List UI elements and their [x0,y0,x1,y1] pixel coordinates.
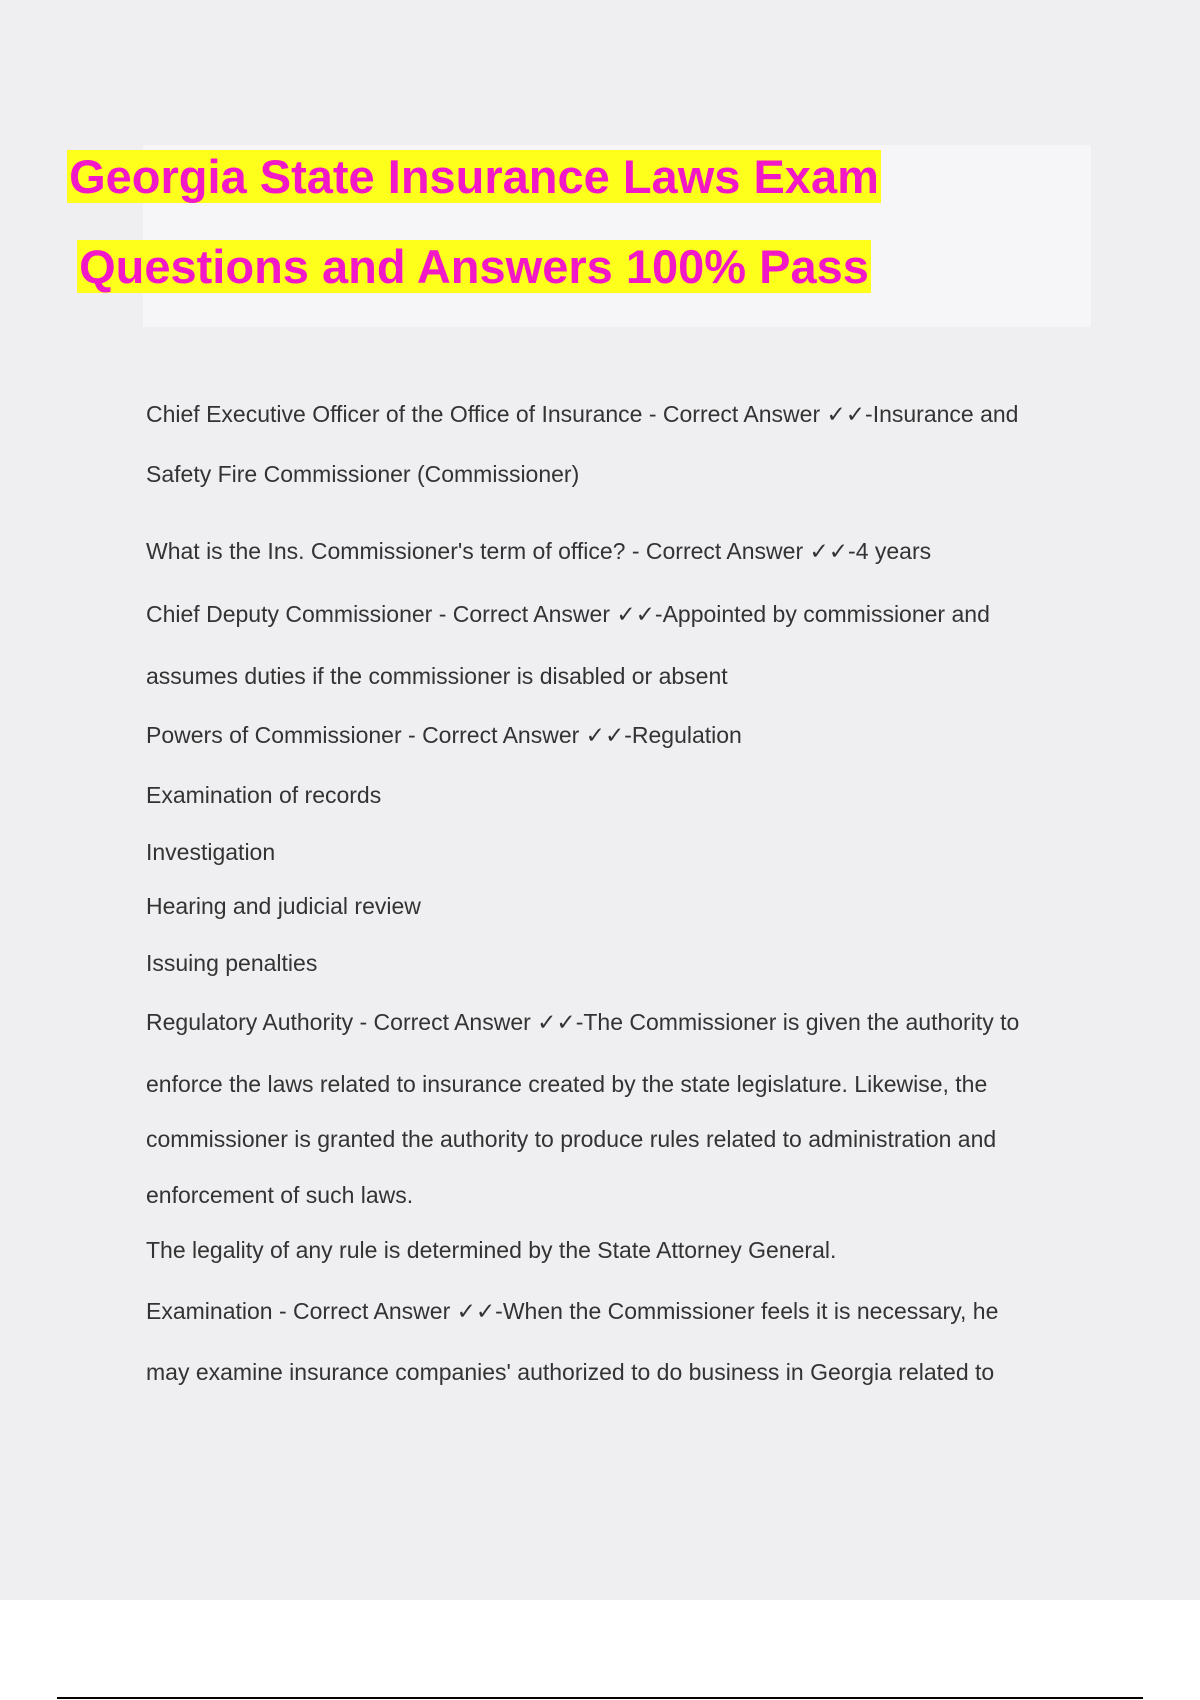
title-line-2 [0,237,948,297]
title-line-2-text: Questions and Answers 100% Pass [79,240,869,293]
text-line-5: assumes duties if the commissioner is disabled or absent [146,663,728,689]
text-line-3: What is the Ins. Commissioner's term of office? - Correct Answer ✓✓-4 years [146,538,932,564]
text-line-10: Issuing penalties [146,950,318,976]
text-line-15: The legality of any rule is determined by the State Attorney General. [146,1237,837,1263]
text-line-7: Examination of records [146,782,382,808]
title-line-1 [0,147,948,207]
text-line-4: Chief Deputy Commissioner - Correct Answer ✓✓-Appointed by commissioner and [146,601,990,627]
text-line-17: may examine insurance companies' authorized to do business in Georgia related to [146,1359,995,1385]
text-line-6: Powers of Commissioner - Correct Answer ✓✓-Regulation [146,722,742,748]
text-line-14: enforcement of such laws. [146,1182,414,1208]
text-line-16: Examination - Correct Answer ✓✓-When the Commissioner feels it is necessary, he [146,1298,999,1324]
text-line-9: Hearing and judicial review [146,893,421,919]
text-line-2: Safety Fire Commissioner (Commissioner) [146,461,580,487]
title-line-1-text: Georgia State Insurance Laws Exam [69,150,879,203]
text-line-11: Regulatory Authority - Correct Answer ✓✓-The Commissioner is given the authority to [146,1009,1020,1035]
text-line-1: Chief Executive Officer of the Office of Insurance - Correct Answer ✓✓-Insurance and [146,401,1019,427]
footer-divider [57,1697,1143,1699]
text-line-8: Investigation [146,839,276,865]
text-line-13: commissioner is granted the authority to produce rules related to administration and [146,1126,997,1152]
text-line-12: enforce the laws related to insurance created by the state legislature. Likewise, the [146,1071,988,1097]
